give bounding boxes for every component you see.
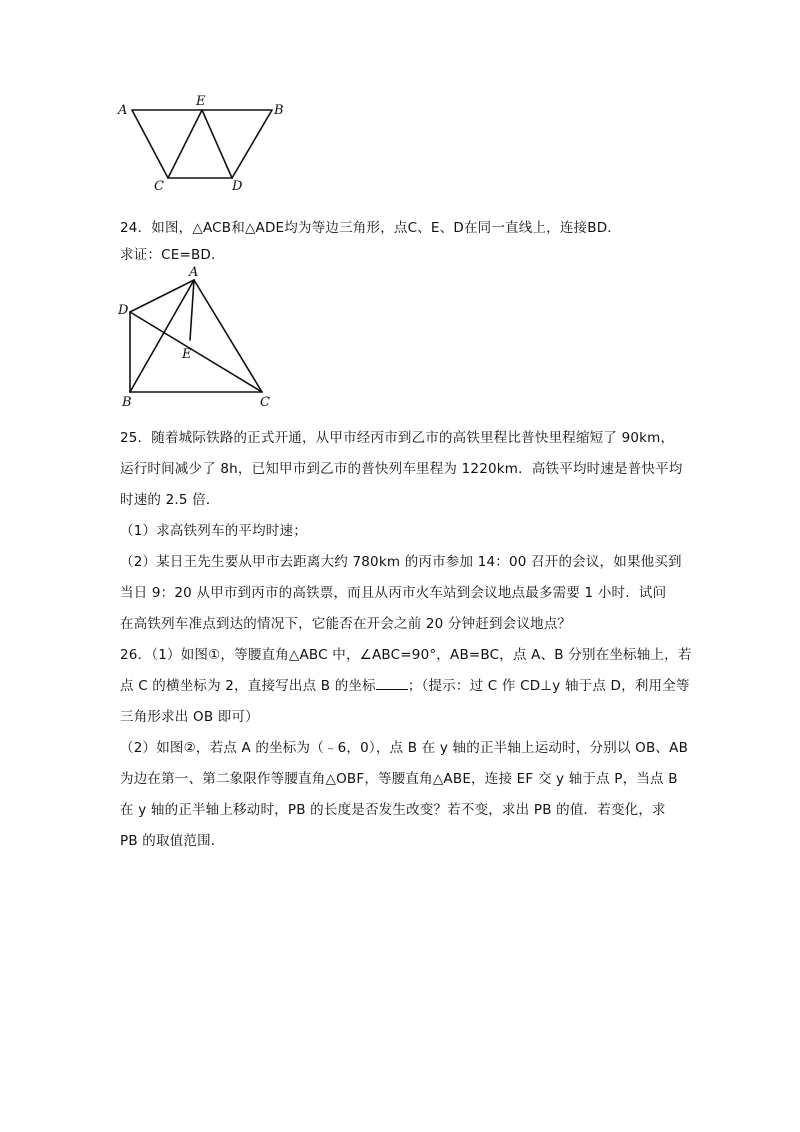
- label-c: C: [154, 179, 164, 194]
- answer-blank: [376, 677, 408, 690]
- q26-line-2-after-blank: ；（提示：过 C 作 CD⊥y 轴于点 D，利用全等: [407, 678, 690, 694]
- segment-ac: [132, 110, 168, 178]
- label-d: D: [118, 303, 129, 318]
- triangles-figure: [112, 262, 282, 412]
- segment-ac: [194, 280, 262, 392]
- label-b: B: [274, 103, 284, 118]
- label-b: B: [122, 395, 132, 410]
- q25-part-1: （1）求高铁列车的平均时速；: [120, 523, 307, 539]
- q26-line-1: 26．（1）如图①，等腰直角△ABC 中，∠ABC=90°，AB=BC，点 A、B 分别在坐标轴上，若: [120, 647, 692, 663]
- label-a: A: [118, 103, 128, 118]
- label-c: C: [260, 395, 270, 410]
- segment-ec: [168, 110, 202, 178]
- q26-part-2-line-2: 为边在第一、第二象限作等腰直角△OBF，等腰直角△ABE，连接 EF 交 y 轴于点 P，当点 B: [120, 771, 678, 787]
- segment-ed: [202, 110, 232, 178]
- q25-part-2-line-1: （2）某日王先生要从甲市去距离大约 780km 的丙市参加 14：00 召开的会议，如果他买到: [120, 554, 682, 570]
- q25-part-2-line-2: 当日 9：20 从甲市到丙市的高铁票，而且从丙市火车站到会议地点最多需要 1 小时．试问: [120, 585, 667, 601]
- q25-part-2-line-3: 在高铁列车准点到达的情况下，它能否在开会之前 20 分钟赶到会议地点？: [120, 616, 572, 632]
- segment-dc: [130, 312, 262, 392]
- q25-line-2: 运行时间减少了 8h，已知甲市到乙市的普快列车里程为 1220km．高铁平均时速是普快平均: [120, 461, 683, 477]
- label-d: D: [232, 179, 243, 194]
- q26-line-2-before-blank: 点 C 的横坐标为 2，直接写出点 B 的坐标: [120, 678, 376, 694]
- label-a: A: [189, 265, 199, 280]
- segment-db: [232, 110, 272, 178]
- q24-line-2: 求证：CE=BD．: [120, 247, 225, 263]
- segment-ae: [190, 280, 194, 340]
- q26-line-2: [120, 674, 690, 694]
- q25-line-3: 时速的 2.5 倍．: [120, 492, 220, 508]
- q26-part-2-line-4: PB 的取值范围．: [120, 833, 225, 849]
- q24-line-1: 24．如图，△ACB和△ADE均为等边三角形，点C、E、D在同一直线上，连接BD．: [120, 220, 621, 236]
- q26-part-2-line-3: 在 y 轴的正半轴上移动时，PB 的长度是否发生改变？若不变，求出 PB 的值．若变化，求: [120, 802, 666, 818]
- q25-line-1: 25．随着城际铁路的正式开通，从甲市经丙市到乙市的高铁里程比普快里程缩短了 90km，: [120, 430, 675, 446]
- q26-line-3: 三角形求出 OB 即可）: [120, 709, 259, 725]
- label-e: E: [182, 347, 192, 362]
- q26-part-2-line-1: （2）如图②，若点 A 的坐标为（﹣6，0），点 B 在 y 轴的正半轴上运动时，分别以 OB、AB: [120, 740, 689, 756]
- label-e: E: [196, 94, 206, 109]
- trapezoid-figure: [110, 90, 300, 200]
